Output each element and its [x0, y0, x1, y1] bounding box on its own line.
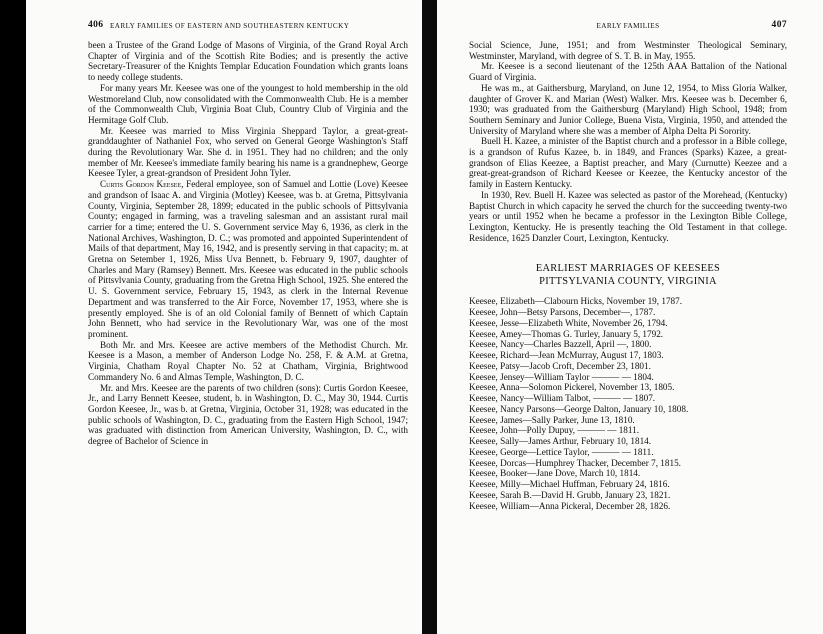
marriage-entry: Keesee, Nancy—William Talbot, ——— — 1807.: [469, 393, 656, 404]
right-page: [437, 0, 823, 634]
running-head-title: EARLY FAMILIES OF EASTERN AND SOUTHEASTERN KENTUCKY: [110, 22, 350, 30]
marriage-entry: Keesee, Jensey—William Taylor ——— — 1804.: [469, 371, 654, 382]
running-header: [469, 22, 787, 36]
book-gutter: [422, 0, 437, 634]
paragraph-curtis-gordon-keesee: [88, 179, 408, 340]
paragraph: Mr. Keesee was married to Miss Virginia Sheppard Taylor, a great-great-granddaughter of Nathaniel Fox, who served on General George Washington's Staff during the Revolutionary War. She d. in 1951. They had no children; and the only member of Mr. Keesee's immediate family bearing his name is a grandnephew, George Keesee Tyler, a great-grandson of President John Tyler.: [88, 125, 408, 179]
marriage-entry: Keesee, Milly—Michael Huffman, February 24, 1816.: [469, 479, 670, 490]
marriage-entry: Keesee, Richard—Jean McMurray, August 17, 1803.: [469, 350, 664, 361]
section-title-line: PITTSYLVANIA COUNTY, VIRGINIA: [539, 275, 717, 287]
marriage-entry: Keesee, Booker—Jane Dove, March 10, 1814.: [469, 468, 641, 479]
left-page: [26, 0, 422, 634]
marriage-entry: Keesee, Elizabeth—Clabourn Hicks, November 19, 1787.: [469, 296, 683, 307]
paragraph: Mr. and Mrs. Keesee are the parents of two children (sons): Curtis Gordon Keesee, Jr., and Larry Bennett Keesee, student, b. in Washington, D. C., May 30, 1944. Curtis Gordon Keesee, Jr., was b. at Gretna, Virginia, October 31, 1928; was educated in the public schools of Washington, D. C., graduating from the Eastern High School, 1947; was graduated with distinction from American University, Washington, D. C., with degree of Bachelor of Science in: [88, 382, 408, 447]
paragraph: Both Mr. and Mrs. Keesee are active members of the Methodist Church. Mr. Keesee is a Mason, a member of Anderson Lodge No. 258, F. & A.M. at Gretna, Virginia, Chatham Royal Chapter No. 52 at Chatham, Virginia, Brightwood Commandery No. 6 and Almas Temple, Washington, D. C.: [88, 339, 408, 382]
page-number: 406: [88, 20, 104, 30]
marriage-list: [469, 296, 787, 511]
marriage-entry: Keesee, Patsy—Jacob Croft, December 23, 1801.: [469, 360, 651, 371]
section-title: [469, 263, 787, 288]
paragraph: For many years Mr. Keesee was one of the youngest to hold membership in the old Westmoreland Club, now consolidated with the Commonwealth Club. He is a member of the Commonwealth Club, Virginia Boat Club, Country Club of Virginia and the Hermitage Golf Club.: [88, 82, 408, 125]
paragraph: Social Science, June, 1951; and from Westminster Theological Seminary, Westminster, Maryland, with degree of S. T. B. in May, 1955.: [469, 40, 787, 61]
marriage-entry: Keesee, George—Lettice Taylor, ——— — 1811.: [469, 446, 654, 457]
marriage-entry: Keesee, James—Sally Parker, June 13, 1810.: [469, 414, 635, 425]
marriage-entry: Keesee, William—Anna Pickeral, December 28, 1826.: [469, 500, 671, 511]
marriage-entry: Keesee, Sally—James Arthur, February 10, 1814.: [469, 436, 652, 447]
running-head-title: EARLY FAMILIES: [596, 22, 660, 30]
paragraph: Buell H. Kazee, a minister of the Baptist church and a professor in a Bible college, is a grandson of Rufus Kazee, b. in 1849, and Frances (Sparks) Kazee, a great-grandson of Elias Keezee, a Baptist preacher, and Mary (Curnutte) Keezee and a great-great-grandson of Richard Keesee or Keezee, the Kentucky ancestor of the family in Eastern Kentucky.: [469, 136, 787, 190]
marriage-entry: Keesee, Anna—Solomon Pickerel, November 13, 1805.: [469, 382, 675, 393]
marriage-entry: Keesee, John—Polly Dupuy, ——— — 1811.: [469, 425, 640, 436]
marriage-entry: Keesee, Nancy Parsons—George Dalton, January 10, 1808.: [469, 403, 689, 414]
paragraph: Mr. Keesee is a second lieutenant of the 125th AAA Battalion of the National Guard of Virginia.: [469, 61, 787, 83]
entry-text: Federal employee, son of Samuel and Lottie (Love) Keesee and grandson of Isaac A. and Virginia (Motley) Keesee, was b. at Gretna, Pittsylvania County, Virginia, September 28, 1899; educated in the public schools of Pittsylvania County; engaged in farming, was a traveling salesman and an assistant rural mail carrier for a time; entered the U. S. Government service May 6, 1936, as clerk in the National Archives, Washington, D. C.; was promoted and appointed Superintendent of Mails of that department, May 16, 1942, and is presently serving in that capacity; m. at Gretna on Setember 1, 1926, Miss Uva Bennett, b. February 9, 1907, daughter of Charles and Mary (Ramsey) Bennett. Mrs. Keesee was educated in the public schools of Pittsvlvania County, graduating from the Gretna High School, 1925. She entered the U. S. Government service, February 15, 1943, as clerk in the Internal Revenue Department and was transferred to the Air Force, November 17, 1953, where she is presently employed. She is of an old Colonial family of Bennett of which Captain John Bennett, who had service in the Revolutionary War, was one of the most prominent.: [88, 179, 408, 339]
page-number: 407: [771, 20, 787, 30]
running-header: [88, 22, 408, 36]
paragraph: been a Trustee of the Grand Lodge of Masons of Virginia, of the Grand Royal Arch Chapter of Virginia and of the Scottish Rite Bodies; and is presently the active Secretary-Treasurer of the Knights Templar Education Foundation which grants loans to needy college students.: [88, 40, 408, 83]
paragraph: In 1930, Rev. Buell H. Kazee was selected as pastor of the Morehead, (Kentucky) Baptist Church in which capacity he served the church for the succeeding twenty-two years or until 1952 when he became a professor in the Lexington Bible College, Lexington, Kentucky. He is presently teaching the Old Testament in that college. Residence, 1625 Danzler Court, Lexington, Kentucky.: [469, 189, 787, 243]
marriage-entry: Keesee, John—Betsy Parsons, December—, 1787.: [469, 307, 656, 318]
marriage-entry: Keesee, Nancy—Charles Bazzell, April —, 1800.: [469, 339, 652, 350]
marriage-entry: Keesee, Sarah B.—David H. Grubb, January 23, 1821.: [469, 489, 671, 500]
marriage-entry: Keesee, Dorcas—Humphrey Thacker, December 7, 1815.: [469, 457, 681, 468]
entry-name: Curtis Gordon Keesee,: [100, 179, 184, 190]
marriage-entry: Keesee, Jesse—Elizabeth White, November 26, 1794.: [469, 317, 668, 328]
marriage-entry: Keesee, Amey—Thomas G. Turley, January 5, 1792.: [469, 328, 664, 339]
section-title-line: EARLIEST MARRIAGES OF KEESEES: [535, 263, 721, 275]
paragraph: He was m., at Gaithersburg, Maryland, on June 12, 1954, to Miss Gloria Walker, daughter of Grover K. and Marian (West) Walker. Mrs. Keesee was b. December 6, 1930; was graduated from the Gaithersburg (Maryland) High School, 1948; from Southern Seminary and Junior College, Buena Vista, Virginia, 1950, and attended the University of Maryland where she was a member of Alpha Delta Pi Sorority.: [469, 82, 787, 136]
